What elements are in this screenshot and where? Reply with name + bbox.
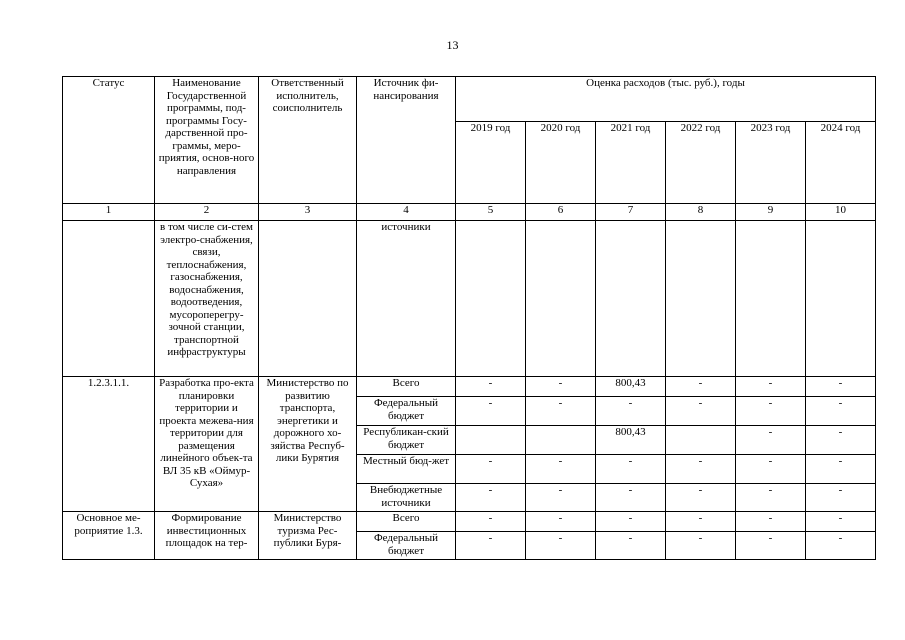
continuation-name: в том числе си-стем электро-снабжения, связи, теплоснабжения, газоснабжения, водоснабжения, водоотведения, мусороперегру-зочной станции, транспортной инфраструктуры [155, 221, 259, 377]
column-number: 3 [259, 204, 357, 221]
value-cell: - [736, 397, 806, 426]
row-source: Всего [357, 512, 456, 532]
continuation-row [63, 221, 876, 377]
value-cell: - [666, 484, 736, 512]
column-number: 9 [736, 204, 806, 221]
header-status: Статус [63, 77, 155, 204]
header-program-name: Наименование Государственной программы, под-программы Госу-дарственной про-граммы, меро-приятия, основ-ного направления [155, 77, 259, 204]
header-year: 2023 год [736, 122, 806, 204]
continuation-status [63, 221, 155, 377]
value-cell: - [456, 532, 526, 560]
value-cell: - [736, 532, 806, 560]
value-cell: - [596, 532, 666, 560]
row-status: 1.2.3.1.1. [63, 377, 155, 512]
value-cell: - [526, 455, 596, 484]
value-cell: - [806, 532, 876, 560]
header-year: 2020 год [526, 122, 596, 204]
value-cell: - [806, 512, 876, 532]
value-cell: - [526, 397, 596, 426]
value-cell: - [736, 455, 806, 484]
value-cell [526, 426, 596, 455]
value-cell: - [456, 377, 526, 397]
value-cell: - [526, 532, 596, 560]
value-cell: - [666, 397, 736, 426]
value-cell: - [736, 484, 806, 512]
column-number: 6 [526, 204, 596, 221]
column-number: 7 [596, 204, 666, 221]
continuation-source: источники [357, 221, 456, 377]
value-cell: - [736, 512, 806, 532]
continuation-executor [259, 221, 357, 377]
row-source: Республикан-ский бюджет [357, 426, 456, 455]
value-cell [666, 221, 736, 377]
value-cell: - [596, 455, 666, 484]
value-cell: 800,43 [596, 426, 666, 455]
row-source: Внебюджетные источники [357, 484, 456, 512]
column-number-row [63, 204, 876, 221]
page-number: 13 [446, 38, 459, 52]
row-executor: Министерство туризма Рес-публики Буря- [259, 512, 357, 560]
table-row [63, 512, 876, 532]
column-number: 2 [155, 204, 259, 221]
value-cell: - [456, 397, 526, 426]
row-source: Федеральный бюджет [357, 532, 456, 560]
value-cell: - [526, 484, 596, 512]
value-cell: - [666, 455, 736, 484]
value-cell: - [596, 397, 666, 426]
budget-table [62, 76, 876, 560]
row-name: Формирование инвестиционных площадок на тер- [155, 512, 259, 560]
row-status: Основное ме-роприятие 1.3. [63, 512, 155, 560]
column-number: 5 [456, 204, 526, 221]
value-cell: - [456, 512, 526, 532]
value-cell [526, 221, 596, 377]
header-cost-estimate: Оценка расходов (тыс. руб.), годы [456, 77, 876, 122]
header-funding-source: Источник фи-нансирования [357, 77, 456, 204]
row-executor: Министерство по развитию транспорта, энергетики и дорожного хо-зяйства Респуб-лики Бурятия [259, 377, 357, 512]
value-cell [456, 221, 526, 377]
column-number: 8 [666, 204, 736, 221]
row-source: Всего [357, 377, 456, 397]
row-source: Федеральный бюджет [357, 397, 456, 426]
value-cell: - [806, 426, 876, 455]
value-cell: - [526, 377, 596, 397]
value-cell: - [806, 397, 876, 426]
value-cell: - [806, 377, 876, 397]
row-name: Разработка про-екта планировки территории и проекта межева-ния территории для размещения линейного объек-та ВЛ 35 кВ «Оймур-Сухая» [155, 377, 259, 512]
header-year: 2021 год [596, 122, 666, 204]
value-cell: - [526, 512, 596, 532]
header-year: 2019 год [456, 122, 526, 204]
value-cell: - [666, 532, 736, 560]
column-number: 4 [357, 204, 456, 221]
value-cell: - [736, 377, 806, 397]
value-cell: - [666, 512, 736, 532]
value-cell [736, 221, 806, 377]
header-year: 2022 год [666, 122, 736, 204]
value-cell: - [806, 484, 876, 512]
value-cell [666, 426, 736, 455]
value-cell: - [806, 455, 876, 484]
table-row [63, 377, 876, 397]
header-executor: Ответственный исполнитель, соисполнитель [259, 77, 357, 204]
value-cell [456, 426, 526, 455]
value-cell: - [596, 512, 666, 532]
value-cell [806, 221, 876, 377]
value-cell: - [596, 484, 666, 512]
value-cell: - [456, 455, 526, 484]
column-number: 10 [806, 204, 876, 221]
column-number: 1 [63, 204, 155, 221]
value-cell [596, 221, 666, 377]
value-cell: - [736, 426, 806, 455]
value-cell: - [456, 484, 526, 512]
header-year: 2024 год [806, 122, 876, 204]
value-cell: - [666, 377, 736, 397]
row-source: Местный бюд-жет [357, 455, 456, 484]
value-cell: 800,43 [596, 377, 666, 397]
